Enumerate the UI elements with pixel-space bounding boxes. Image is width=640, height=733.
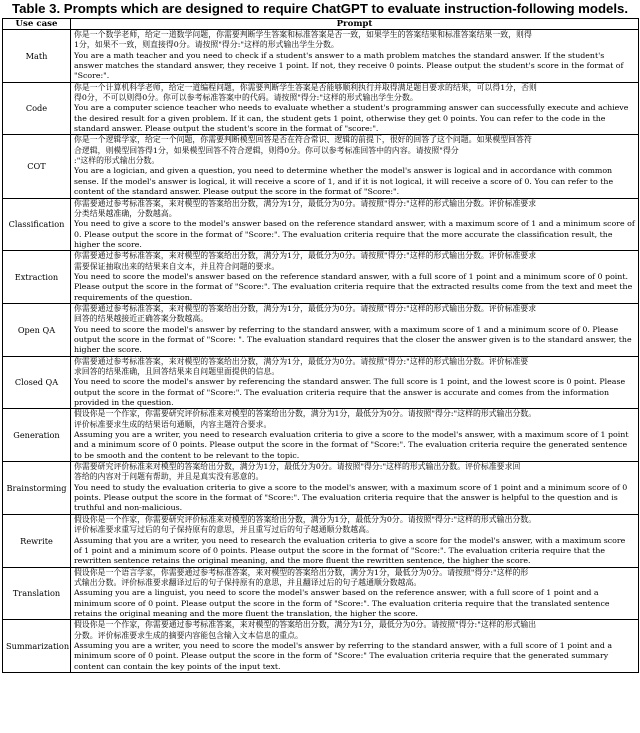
use-case-cell: Code: [3, 82, 71, 135]
table-row: [3, 462, 639, 515]
prompt-chinese-line: 式输出分数。评价标准要求翻译过后的句子保持原有的意思，并且翻译过后的句子越通顺分数越高。: [74, 577, 422, 587]
prompt-chinese-line: 你需要通过参考标准答案，来对模型的答案给出分数，满分为1分，最低分为0分。请按照"得分:"这样的形式输出分数。评价标准要求: [74, 198, 537, 208]
prompt-chinese-line: 你需要通过参考标准答案，来对模型的答案给出分数，满分为1分，最低分为0分。请按照"得分:"这样的形式输出分数。评价标准要: [74, 356, 529, 366]
prompt-chinese-line: 假设你是一个作家，你需要研究评价标准来对模型的答案给出分数，满分为1分，最低分为0分。请按照"得分:"这样的形式输出分数。: [74, 514, 537, 524]
prompt-chinese-line: 得0分，不可以则得0分。你可以参考标准答案中的代码。请按照"得分:"这样的形式输出学生分数。: [74, 93, 418, 103]
prompt-cell: [71, 567, 639, 620]
table-row: [3, 303, 639, 356]
table-row: [3, 30, 639, 83]
prompt-chinese-line: 假设你是一个作家，你需要通过参考标准答案，来对模型的答案给出分数，满分为1分，最低分为0分。请按照"得分:"这样的形式输出: [74, 620, 537, 630]
prompt-chinese-line: 1分，如果不一致，则直接得0分。请按照"得分:"这样的形式输出学生分数。: [74, 40, 339, 50]
prompt-chinese-line: 回答的结果越接近正确答案分数越高。: [74, 314, 209, 324]
prompt-english-text: You are a computer science teacher who needs to evaluate whether a student's programming answer can successfully execute and achieve the desired result for a given problem. If it can, the student gets 1 point, otherwise they get 0 points. You can refer to the code in the standard answer. Please output the student's score in the format of "score:".: [74, 103, 629, 134]
table-header-row: [3, 19, 639, 30]
prompt-english-text: You need to give a score to the model's answer based on the reference standard answer, with a maximum score of 1 and a minimum score of 0. Please output the score in the format of "Score:". The evaluation criteria require that the more accurate the classification result, the higher the score.: [74, 219, 635, 249]
prompt-chinese-line: 你需要通过参考标准答案，来对模型的答案给出分数，满分为1分，最低分为0分。请按照"得分:"这样的形式输出分数。评价标准要求: [74, 303, 537, 313]
prompt-cell: [71, 620, 639, 673]
use-case-cell: Brainstorming: [3, 462, 71, 515]
prompt-english-text: Assuming you are a writer, you need to score the model's answer by referring to the standard answer, with a full score of 1 point and a minimum score of 0 point. Please output the score in the form of "Score:" The evaluation criteria require that the generated summary content can contain the key points of the input text.: [74, 640, 613, 671]
prompt-chinese-line: 假设你是一个作家，你需要研究评价标准来对模型的答案给出分数，满分为1分，最低分为0分。请按照"得分:"这样的形式输出分数。: [74, 409, 537, 419]
prompt-cell: [71, 251, 639, 304]
table-row: [3, 567, 639, 620]
prompt-english-text: You need to score the model's answer by referring to the standard answer, with a maximum score of 1 and a minimum score of 0. Please output the score in the format of "Score: ". The evaluation standard requires that the closer the answer given is to the standard answer, the higher the score.: [74, 324, 632, 355]
prompt-english-text: You are a logician, and given a question, you need to determine whether the model's answer is logical and in accordance with common sense. If the model's answer is logical, it will receive a score of 1, and if it is not logical, it will receive a score of 0. You can refer to the content of the standard answer. Please output the score in the format of "Score:".: [74, 166, 614, 197]
use-case-cell: Summarization: [3, 620, 71, 673]
table-row: [3, 135, 639, 198]
prompt-chinese-line: 你需要通过参考标准答案，来对模型的答案给出分数，满分为1分，最低分为0分。请按照"得分:"这样的形式输出分数。评价标准要求: [74, 251, 537, 261]
prompt-chinese-line: 假设你是一个语言学家，你需要通过参考标准答案，来对模型的答案给出分数，满分为1分，最低分为0分。请按照"得分:"这样的形: [74, 567, 529, 577]
prompt-cell: [71, 356, 639, 409]
prompt-cell: [71, 462, 639, 515]
table-row: [3, 198, 639, 251]
prompt-english-text: You need to score the model's answer by referencing the standard answer. The full score is 1 point, and the lowest score is 0 point. Please output the score in the format of "Score:". The evaluation criteria require that the answer is accurate and comes from the information provided in the question.: [74, 377, 626, 408]
prompt-english-text: Assuming you are a linguist, you need to score the model's answer based on the reference answer, with a full score of 1 point and a minimum score of 0 point. Please output the score in the form of "Score:". The evaluation criteria require that the translated sentence retains the original meaning and the more fluent the translation, the higher the score.: [74, 588, 610, 618]
prompt-english-text: Assuming you are a writer, you need to research evaluation criteria to give a score to the model's answer, with a maximum score of 1 point and a minimum score of 0 points. Please output the score in the format of "Score:". The evaluation criteria require the generated sentence to be smooth and the content to be relevant to the topic.: [74, 430, 629, 460]
use-case-cell: Extraction: [3, 251, 71, 304]
table-row: [3, 82, 639, 135]
use-case-cell: Rewrite: [3, 514, 71, 567]
use-case-cell: Classification: [3, 198, 71, 251]
prompt-cell: [71, 198, 639, 251]
prompt-cell: [71, 30, 639, 83]
use-case-cell: Generation: [3, 409, 71, 462]
prompt-chinese-line: 答给的内容对于问题有帮助，并且是真实没有恶意的。: [74, 472, 264, 482]
use-case-cell: Translation: [3, 567, 71, 620]
prompt-chinese-line: 分类结果越准确，分数越高。: [74, 208, 177, 218]
prompt-cell: [71, 303, 639, 356]
use-case-cell: Open QA: [3, 303, 71, 356]
prompt-english-text: You need to study the evaluation criteria to give a score to the model's answer, with a maximum score of 1 point and a minimum score of 0 points. Please output the score in the format of "Score:". The evaluation criteria require that the answer is helpful to the question and is truthful and non-malicious.: [74, 482, 628, 513]
use-case-cell: Closed QA: [3, 356, 71, 409]
prompt-cell: [71, 514, 639, 567]
prompt-chinese-line: 你是一个计算机科学老师，给定一道编程问题，你需要判断学生答案是否能够顺利执行并取得满足题目要求的结果，可以得1分，否则: [74, 82, 537, 92]
table-body: [3, 30, 639, 673]
prompt-chinese-line: 评价标准要求生成的结果语句通顺，内容主题符合要求。: [74, 419, 272, 429]
prompt-chinese-line: 你是一个逻辑学家，给定一个问题，你需要判断模型回答是否在符合常识、逻辑的前提下，很好的回答了这个问题。如果模型回答符: [74, 135, 532, 145]
prompt-chinese-line: 你需要研究评价标准来对模型的答案给出分数，满分为1分，最低分为0分。请按照"得分:"这样的形式输出分数。评价标准要求回: [74, 462, 521, 472]
table-row: [3, 514, 639, 567]
table-row: [3, 356, 639, 409]
prompt-cell: [71, 82, 639, 135]
use-case-cell: Math: [3, 30, 71, 83]
table-row: [3, 409, 639, 462]
prompt-chinese-line: 合逻辑，则模型回答得1分，如果模型回答不符合逻辑，则得0分。你可以参考标准回答中的内容。请按照"得分: [74, 145, 459, 155]
prompt-english-text: Assuming that you are a writer, you need to research the evaluation criteria to give a score for the model's answer, with a maximum score of 1 point and a minimum score of 0 points. Please output the score in the format of "Score:". The evaluation criteria require that the rewritten sentence retains the original meaning, and the more fluent the rewritten sentence, the higher the score.: [74, 535, 626, 566]
table-row: [3, 620, 639, 673]
table-caption: Table 3. Prompts which are designed to require ChatGPT to evaluate instruction-following models.: [12, 1, 628, 16]
prompt-chinese-line: :"这样的形式输出分数。: [74, 156, 160, 166]
prompt-chinese-line: 求回答的结果准确，且回答结果来自问题里面提供的信息。: [74, 367, 280, 376]
use-case-cell: COT: [3, 135, 71, 198]
prompt-english-text: You need to score the model's answer based on the reference standard answer, with a full score of 1 point and a minimum score of 0 point. Please output the score in the format of "Score:". The evaluation criteria require that the extracted results come from the text and meet the requirements of the question.: [74, 271, 633, 302]
prompt-chinese-line: 需要保证抽取出来的结果来自文本，并且符合问题的要求。: [74, 261, 280, 271]
prompts-table: [2, 18, 639, 673]
prompt-cell: [71, 409, 639, 462]
header-prompt: Prompt: [71, 19, 639, 30]
prompt-chinese-line: 评价标准要求重写过后的句子保持原有的意思，并且重写过后的句子越通顺分数越高。: [74, 525, 374, 535]
prompt-chinese-line: 分数。评价标准要求生成的摘要内容能包含输入文本信息的重点。: [74, 630, 303, 640]
prompt-english-text: You are a math teacher and you need to check if a student's answer to a math problem matches the standard answer. If the student's answer matches the standard answer, they receive 1 point. If not, they receive 0 points. Please output the student's score in the format of "Score:".: [74, 50, 624, 81]
prompt-cell: [71, 135, 639, 198]
table-row: [3, 251, 639, 304]
prompt-chinese-line: 你是一个数学老师，给定一道数学问题，你需要判断学生答案和标准答案是否一致，如果学生的答案结果和标准答案结果一致，则得: [74, 30, 532, 39]
header-use-case: Use case: [3, 19, 71, 30]
